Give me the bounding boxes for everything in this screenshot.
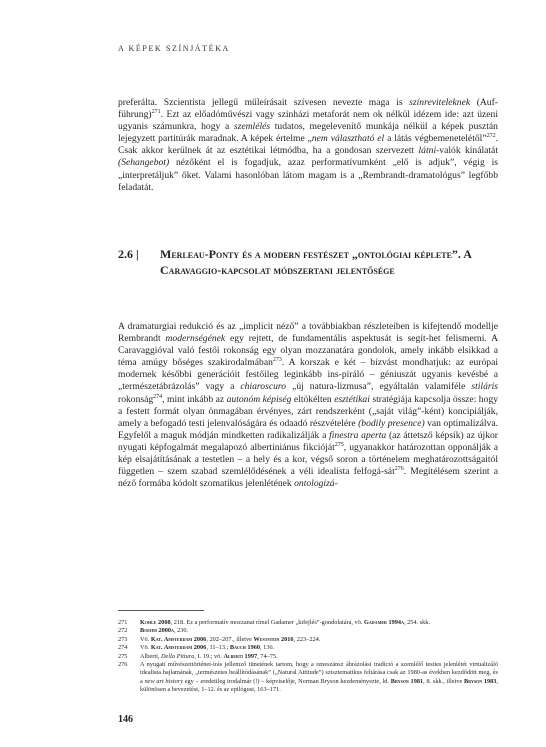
- bold-text: Bauch 1960: [229, 644, 261, 652]
- footnote-ref: 272: [486, 133, 496, 140]
- footnote-rule: [118, 610, 204, 611]
- italic-text: chiaroscuro: [240, 381, 287, 393]
- text-run: , 230.: [173, 627, 189, 635]
- text-run: egy rejtett, de fundamentális aspektusát is segít-het felismerni. A Caravaggióval való festői rokonság egy olyan mozzanatára gondolok, amely inkább elsikkad a téma amúgy bőséges szakirodalmában: [118, 333, 499, 369]
- section-heading: [118, 247, 498, 278]
- text-run: a látás végbemenetelétől”: [384, 133, 487, 145]
- section-title: [160, 247, 498, 278]
- footnote-271: [118, 619, 498, 627]
- italic-text: látni: [418, 145, 437, 157]
- footnote-number: 271: [118, 619, 128, 626]
- footnote-text: [140, 661, 498, 695]
- footnote-text: [140, 619, 498, 627]
- footnote-text: [140, 653, 498, 661]
- footnotes: [118, 619, 498, 695]
- footnote-number: 273: [118, 635, 128, 643]
- text-run: egy – eredetileg irodalmár (!) – képviselője, Norman Bryson kezdeményezte, ld.: [183, 677, 391, 685]
- text-run: , ugyanakkor határozottan opponálják a kép elsajátításának a testetlen – a hely és a kor, végső soron a történelem meghatározottságaitól független – szem szabad szemlélődésének a véli idealista felfogá-sát: [118, 441, 498, 478]
- section-number-text: 2.6: [118, 247, 133, 261]
- italic-text: ontologizá-: [294, 478, 338, 490]
- footnote-275: [118, 653, 498, 661]
- text-run: , I. 19.; vö.: [194, 652, 224, 660]
- bold-text: Bryson 1983: [464, 677, 497, 685]
- text-run: -valók kínálatát: [436, 145, 498, 157]
- text-run: van optimalizálva. Egyfelől a maguk módján mindketten radikalizálják a: [118, 417, 499, 441]
- text-run: eltökélten: [291, 393, 335, 405]
- italic-text: (bodily presence): [358, 417, 425, 429]
- text-run: (Auf-führung): [118, 97, 498, 121]
- section-title-text: Merleau-Ponty és a modern festészet „ontológiai képlete”. A Caravaggio-kapcsolat módszertani jelentősége: [160, 247, 472, 277]
- footnote-ref: 274: [153, 393, 163, 400]
- footnote-273: [118, 636, 498, 644]
- italic-text: színreviteleknek: [409, 97, 471, 108]
- footnote-text: [140, 627, 498, 635]
- italic-text: nem választható el: [311, 133, 385, 145]
- footnote-text: [140, 644, 498, 652]
- text-run: Alberti,: [140, 652, 161, 660]
- text-run: nézőként el is fogadjuk, azaz performatívumként „elő is adjuk”, végig is „interpretáljuk” őket. Valami hasonlóban látom magam is a „Rembrandt-dramatológus” legfőbb feladatát.: [118, 157, 498, 193]
- bold-text: Kat. Amsterdam 2006: [150, 644, 207, 652]
- text-run: rokonság: [118, 393, 154, 405]
- bold-text: Bryson 1981: [390, 677, 424, 685]
- bold-text: Kat. Amsterdam 2006: [150, 635, 207, 643]
- footnote-number: 275: [118, 652, 128, 660]
- footnote-ref: 275: [334, 441, 344, 448]
- bold-text: Boehm 2000a: [140, 627, 174, 635]
- bold-text: Alberti 1997: [223, 652, 258, 660]
- body-paragraph-1: [118, 97, 498, 194]
- footnote-number: 274: [118, 644, 128, 652]
- text-run: , különösen a bevezetést, 1–12. és az epilógust, 163–171.: [140, 677, 499, 694]
- text-run: , 11–13.;: [206, 644, 230, 652]
- text-run: A nyugati művészettörténet-írás jellemző tünetének tartom, hogy a reneszánsz ábrázolási tradíció a szemlélő testies jelenlétét virtualizáló idealista hajlamának, „természetes beállítódásának” („Natural Attitude”) szisztematikus feltárása csak az 1980-as években kezdődött meg, és a: [140, 661, 498, 685]
- footnote-ref: 271: [151, 108, 161, 115]
- bold-text: Kohle 2008: [140, 619, 171, 626]
- section-number: [118, 247, 160, 278]
- italic-text: stiláris: [471, 381, 499, 393]
- italic-text: new art history: [144, 677, 183, 685]
- text-run: , 218. Ez a performatív mozzanat rímel Gadamer „kifejlés”-gondolatára, vö.: [170, 619, 364, 626]
- text-run: „új natura-lizmusa”, egyáltalán valamiféle: [286, 381, 472, 393]
- text-run: (az áttetsző képsík) az újkor nyugati képfogalmát megalapozó albertiniánus fikcióját: [118, 429, 498, 453]
- text-run: Vö.: [140, 635, 151, 643]
- text-run: , 8. skk., illetve: [423, 677, 465, 685]
- italic-text: szemlélés: [233, 121, 271, 133]
- text-run: stratégiája kapcsolja össze: hogy a festett formát olyan önmagában érvényes, zárt rendszerként („saját világ”-ként) koncipiálják, amely a befogadó testi jelenvalóságára és odaadó részvételére: [118, 393, 498, 429]
- text-run: A dramaturgiai redukció és az „implicit néző” a továbbiakban részleteiben is kifejtendő modellje Rembrandt: [118, 321, 498, 345]
- text-run: Vö.: [140, 644, 151, 652]
- text-run: , 136.: [260, 644, 275, 652]
- page-number: 146: [118, 714, 133, 725]
- text-run: , 74–75.: [257, 652, 278, 660]
- bold-text: Weststein 2016: [253, 635, 294, 643]
- italic-text: esztétikai: [334, 393, 370, 405]
- text-run: tudatos, megelevenítő munkája nélkül a képek pusztán lejegyzett partitúrák maradnak. A képek értelme „: [118, 121, 498, 145]
- text-run: , mint inkább az: [162, 393, 227, 405]
- footnote-ref: 273: [272, 357, 282, 364]
- footnote-text: [140, 636, 498, 644]
- italic-text: Della Pittura: [161, 652, 195, 660]
- body-paragraph-2: [118, 321, 498, 490]
- text-run: . Ezt az előadóművészi vagy színházi metaforát nem ok nélkül idézem ide: azt üzeni ugyanis számunkra, hogy a: [118, 109, 498, 133]
- text-run: preferálta. Szcientista jellegű műleírásait szívesen nevezte maga is: [118, 97, 410, 108]
- footnote-276: [118, 661, 498, 695]
- italic-text: modernségének: [165, 333, 226, 345]
- footnote-274: [118, 644, 498, 652]
- footnote-272: [118, 627, 498, 635]
- text-run: , 202–207., illetve: [206, 635, 254, 643]
- text-run: . A korszak e két – bízvást mondhatjuk: az európai modernek későbbi generációit festőileg leginkább ins-piráló – géniuszát ugyanis kevésbé a „természetábrázolás” vagy a: [118, 357, 498, 393]
- running-head: A KÉPEK SZÍNJÁTÉKA: [118, 44, 230, 53]
- footnote-number: 272: [118, 627, 128, 635]
- bold-text: Gadamer 1994a: [364, 619, 404, 626]
- section-separator: |: [136, 247, 139, 261]
- text-run: . Csak akkor kerülnek át az esztétikai létmódba, ha a gondosan szervezett: [118, 133, 498, 157]
- text-run: , 223–224.: [293, 635, 321, 643]
- footnote-number: 276: [118, 661, 128, 669]
- italic-text: finestra aperta: [329, 429, 387, 441]
- italic-text: autonóm képiség: [226, 393, 292, 405]
- text-run: . Megítélésem szerint a néző formába kódolt szomatikus jelenlétének: [118, 466, 498, 490]
- italic-text: (Sehangebot): [118, 157, 170, 169]
- text-run: , 254. skk.: [403, 619, 431, 626]
- footnote-ref: 276: [394, 465, 404, 472]
